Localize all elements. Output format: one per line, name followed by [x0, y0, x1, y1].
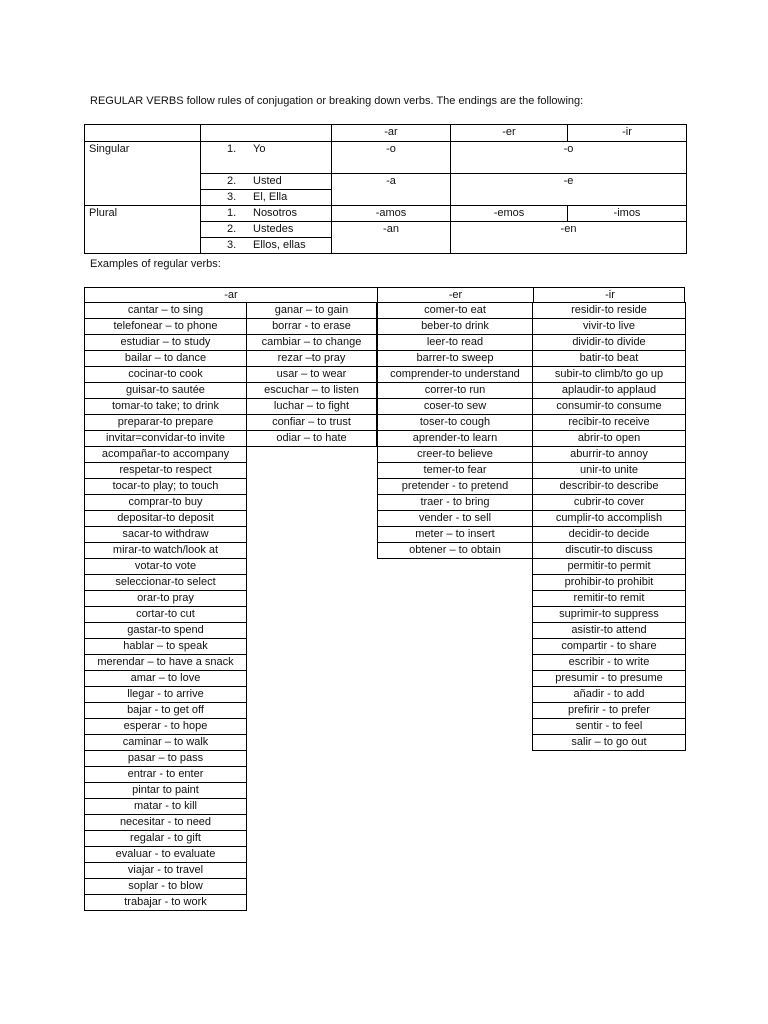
verb-cell: orar-to pray: [85, 591, 247, 607]
verb-cell: salir – to go out: [533, 735, 686, 751]
verb-cell: subir-to climb/to go up: [533, 367, 686, 383]
usted-ar-ending: -a: [332, 174, 451, 206]
table-row: [85, 319, 247, 335]
table-row: [85, 831, 247, 847]
table-row: [85, 703, 247, 719]
table-row: [247, 335, 377, 351]
ar-verbs-column-1: [84, 302, 247, 911]
table-row: [85, 399, 247, 415]
table-row: [533, 511, 686, 527]
verb-cell: amar – to love: [85, 671, 247, 687]
table-row: [85, 607, 247, 623]
verb-cell: dividir-to divide: [533, 335, 686, 351]
table-row: [533, 303, 686, 319]
verb-cell: aplaudir-to applaud: [533, 383, 686, 399]
header-ir: -ir: [568, 125, 687, 142]
verb-cell: residir-to reside: [533, 303, 686, 319]
verb-cell: gastar-to spend: [85, 623, 247, 639]
verb-cell: meter – to insert: [378, 527, 533, 543]
verb-cell: escuchar – to listen: [247, 383, 377, 399]
verb-cell: consumir-to consume: [533, 399, 686, 415]
verb-cell: prohibir-to prohibit: [533, 575, 686, 591]
verb-cell: coser-to sew: [378, 399, 533, 415]
verb-cell: correr-to run: [378, 383, 533, 399]
table-row: [247, 303, 377, 319]
verb-cell: merendar – to have a snack: [85, 655, 247, 671]
table-row: [533, 351, 686, 367]
table-row: [378, 367, 533, 383]
pronoun-ellos: 3. Ellos, ellas: [201, 238, 332, 254]
verb-cell: escribir - to write: [533, 655, 686, 671]
verb-cell: aburrir-to annoy: [533, 447, 686, 463]
table-row: [378, 399, 533, 415]
verb-cell: luchar – to fight: [247, 399, 377, 415]
table-row: [85, 863, 247, 879]
table-row: [533, 735, 686, 751]
table-row: [378, 431, 533, 447]
verb-cell: votar-to vote: [85, 559, 247, 575]
verb-cell: ganar – to gain: [247, 303, 377, 319]
verb-cell: confiar – to trust: [247, 415, 377, 431]
verb-cell: cumplir-to accomplish: [533, 511, 686, 527]
table-row: [533, 383, 686, 399]
verb-cell: cortar-to cut: [85, 607, 247, 623]
table-row: [85, 479, 247, 495]
table-row: [85, 415, 247, 431]
conjugation-table: [84, 124, 687, 254]
table-row: [533, 559, 686, 575]
table-row: [533, 607, 686, 623]
table-row: [85, 783, 247, 799]
table-row: [533, 655, 686, 671]
table-row: [85, 655, 247, 671]
verb-cell: tomar-to take; to drink: [85, 399, 247, 415]
verb-cell: viajar - to travel: [85, 863, 247, 879]
verb-cell: tocar-to play; to touch: [85, 479, 247, 495]
verb-cell: comprar-to buy: [85, 495, 247, 511]
table-row: [85, 751, 247, 767]
verb-cell: entrar - to enter: [85, 767, 247, 783]
verb-cell: trabajar - to work: [85, 895, 247, 911]
table-row: [247, 351, 377, 367]
verb-cell: necesitar - to need: [85, 815, 247, 831]
pronoun-el: 3. El, Ella: [201, 190, 332, 206]
table-row: [533, 447, 686, 463]
verb-cell: pretender - to pretend: [378, 479, 533, 495]
table-row: [533, 719, 686, 735]
verb-cell: regalar - to gift: [85, 831, 247, 847]
verb-cell: usar – to wear: [247, 367, 377, 383]
table-row: [378, 511, 533, 527]
table-row: [247, 415, 377, 431]
verb-cell: unir-to unite: [533, 463, 686, 479]
verb-cell: hablar – to speak: [85, 639, 247, 655]
corner-cell: [201, 125, 332, 142]
verb-cell: cambiar – to change: [247, 335, 377, 351]
table-row: [85, 495, 247, 511]
table-row: [85, 543, 247, 559]
verb-cell: acompañar-to accompany: [85, 447, 247, 463]
verb-cell: batir-to beat: [533, 351, 686, 367]
verb-cell: vender - to sell: [378, 511, 533, 527]
verb-cell: seleccionar-to select: [85, 575, 247, 591]
table-row: [378, 303, 533, 319]
verb-cell: beber-to drink: [378, 319, 533, 335]
verb-cell: remitir-to remit: [533, 591, 686, 607]
verb-cell: cantar – to sing: [85, 303, 247, 319]
verb-cell: caminar – to walk: [85, 735, 247, 751]
header-ar: -ar: [332, 125, 451, 142]
table-row: [533, 367, 686, 383]
verb-cell: toser-to cough: [378, 415, 533, 431]
verb-cell: depositar-to deposit: [85, 511, 247, 527]
verb-cell: añadir - to add: [533, 687, 686, 703]
table-row: [85, 575, 247, 591]
plural-label: Plural: [85, 206, 201, 254]
table-row: [533, 431, 686, 447]
verb-cell: vivir-to live: [533, 319, 686, 335]
table-row: [533, 591, 686, 607]
ar-verbs-column-2: [246, 302, 377, 447]
verb-cell: creer-to believe: [378, 447, 533, 463]
verb-cell: obtener – to obtain: [378, 543, 533, 559]
verb-cell: respetar-to respect: [85, 463, 247, 479]
verb-cell: describir-to describe: [533, 479, 686, 495]
usted-er-ir-ending: -e: [451, 174, 687, 206]
yo-er-ir-ending: -o: [451, 142, 687, 174]
verb-cell: abrir-to open: [533, 431, 686, 447]
examples-header-er: -er: [448, 289, 463, 301]
table-row: [85, 799, 247, 815]
verb-cell: bajar - to get off: [85, 703, 247, 719]
table-row: [533, 639, 686, 655]
table-row: [247, 319, 377, 335]
verb-cell: bailar – to dance: [85, 351, 247, 367]
table-row: [85, 527, 247, 543]
table-row: [85, 895, 247, 911]
ir-verbs-column: [532, 302, 686, 751]
table-row: [85, 639, 247, 655]
yo-ar-ending: -o: [332, 142, 451, 174]
table-row: [85, 559, 247, 575]
table-row: [85, 447, 247, 463]
nosotros-ir-ending: -imos: [568, 206, 687, 222]
table-row: [378, 383, 533, 399]
intro-text: REGULAR VERBS follow rules of conjugation or breaking down verbs. The endings are the following:: [90, 95, 584, 107]
verb-cell: preparar-to prepare: [85, 415, 247, 431]
table-row: [85, 847, 247, 863]
table-row: [85, 335, 247, 351]
pronoun-yo: 1. Yo: [201, 142, 332, 174]
table-row: [533, 623, 686, 639]
table-row: [378, 447, 533, 463]
table-row: [378, 527, 533, 543]
table-row: [247, 431, 377, 447]
examples-header: [84, 287, 685, 303]
table-row: [85, 383, 247, 399]
table-row: [85, 463, 247, 479]
verb-cell: cocinar-to cook: [85, 367, 247, 383]
table-row: [85, 767, 247, 783]
table-row: [533, 575, 686, 591]
verb-cell: leer-to read: [378, 335, 533, 351]
table-row: [533, 527, 686, 543]
verb-cell: guisar-to sautée: [85, 383, 247, 399]
table-row: [533, 479, 686, 495]
verb-cell: estudiar – to study: [85, 335, 247, 351]
table-row: [533, 319, 686, 335]
singular-label: Singular: [85, 142, 201, 206]
table-row: [378, 335, 533, 351]
table-row: [85, 879, 247, 895]
ustedes-er-ir-ending: -en: [451, 222, 687, 254]
verb-cell: invitar=convidar-to invite: [85, 431, 247, 447]
verb-cell: matar - to kill: [85, 799, 247, 815]
examples-title: Examples of regular verbs:: [90, 258, 221, 270]
verb-cell: prefirir - to prefer: [533, 703, 686, 719]
header-er: -er: [451, 125, 568, 142]
verb-cell: llegar - to arrive: [85, 687, 247, 703]
verb-cell: sentir - to feel: [533, 719, 686, 735]
verb-cell: odiar – to hate: [247, 431, 377, 447]
table-row: [378, 319, 533, 335]
verb-cell: discutir-to discuss: [533, 543, 686, 559]
table-row: [85, 687, 247, 703]
verb-cell: presumir - to presume: [533, 671, 686, 687]
verb-cell: recibir-to receive: [533, 415, 686, 431]
verb-cell: telefonear – to phone: [85, 319, 247, 335]
table-row: [533, 463, 686, 479]
examples-header-ir: -ir: [605, 289, 615, 301]
er-verbs-column: [377, 302, 533, 559]
table-row: [85, 511, 247, 527]
pronoun-nosotros: 1. Nosotros: [201, 206, 332, 222]
table-row: [378, 479, 533, 495]
table-row: [378, 351, 533, 367]
verb-cell: barrer-to sweep: [378, 351, 533, 367]
verb-cell: esperar - to hope: [85, 719, 247, 735]
table-row: [247, 367, 377, 383]
table-row: [378, 495, 533, 511]
pronoun-usted: 2. Usted: [201, 174, 332, 190]
ustedes-ar-ending: -an: [332, 222, 451, 254]
table-row: [85, 719, 247, 735]
table-row: [85, 815, 247, 831]
nosotros-ar-ending: -amos: [332, 206, 451, 222]
table-row: [533, 399, 686, 415]
table-row: [85, 735, 247, 751]
verb-cell: mirar-to watch/look at: [85, 543, 247, 559]
table-row: [533, 671, 686, 687]
verb-cell: decidir-to decide: [533, 527, 686, 543]
verb-cell: traer - to bring: [378, 495, 533, 511]
table-row: [378, 415, 533, 431]
nosotros-er-ending: -emos: [451, 206, 568, 222]
table-row: [533, 335, 686, 351]
verb-cell: cubrir-to cover: [533, 495, 686, 511]
table-row: [533, 687, 686, 703]
verb-cell: suprimir-to suppress: [533, 607, 686, 623]
verb-cell: temer-to fear: [378, 463, 533, 479]
table-row: [378, 463, 533, 479]
corner-cell: [85, 125, 201, 142]
table-row: [247, 399, 377, 415]
table-row: [85, 303, 247, 319]
verb-cell: sacar-to withdraw: [85, 527, 247, 543]
examples-header-ar: -ar: [224, 289, 238, 301]
table-row: [85, 351, 247, 367]
table-row: [85, 431, 247, 447]
verb-cell: comer-to eat: [378, 303, 533, 319]
table-row: [85, 591, 247, 607]
table-row: [247, 383, 377, 399]
table-row: [533, 415, 686, 431]
verb-cell: pintar to paint: [85, 783, 247, 799]
verb-cell: aprender-to learn: [378, 431, 533, 447]
verb-cell: soplar - to blow: [85, 879, 247, 895]
verb-cell: comprender-to understand: [378, 367, 533, 383]
table-row: [533, 543, 686, 559]
verb-cell: compartir - to share: [533, 639, 686, 655]
table-row: [85, 671, 247, 687]
table-row: [533, 703, 686, 719]
verb-cell: evaluar - to evaluate: [85, 847, 247, 863]
verb-cell: rezar –to pray: [247, 351, 377, 367]
verb-cell: pasar – to pass: [85, 751, 247, 767]
table-row: [533, 495, 686, 511]
table-row: [85, 623, 247, 639]
table-row: [85, 367, 247, 383]
pronoun-ustedes: 2. Ustedes: [201, 222, 332, 238]
verb-cell: permitir-to permit: [533, 559, 686, 575]
verb-cell: asistir-to attend: [533, 623, 686, 639]
verb-cell: borrar - to erase: [247, 319, 377, 335]
table-row: [378, 543, 533, 559]
